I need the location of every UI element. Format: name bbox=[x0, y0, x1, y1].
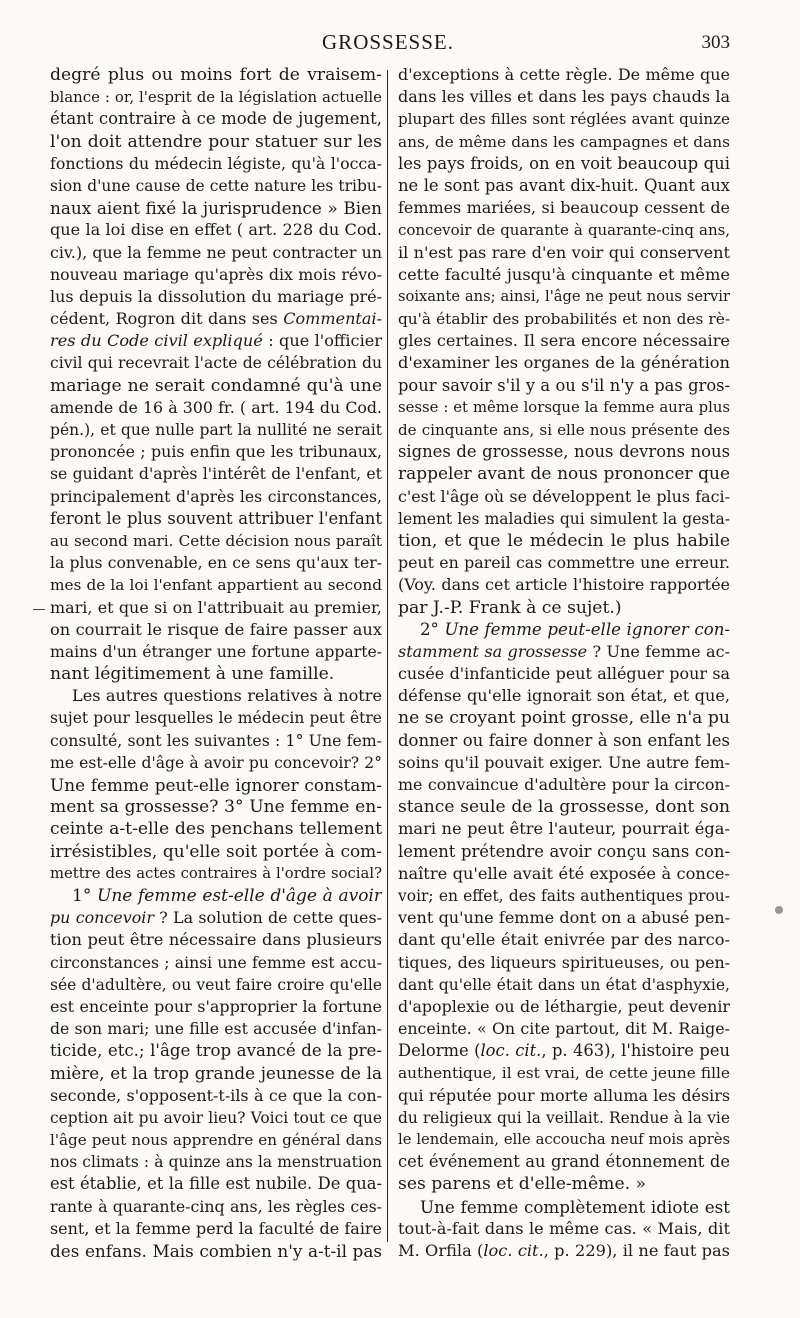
line-text: plupart des filles sont réglées avant quinze bbox=[398, 110, 730, 129]
text-line bbox=[398, 752, 730, 774]
line-text: circonstances ; ainsi une femme est accu- bbox=[50, 953, 382, 972]
column-divider bbox=[387, 70, 388, 1242]
text-line bbox=[50, 996, 382, 1018]
line-text: dans les villes et dans les pays chauds la bbox=[398, 87, 730, 107]
line-text: feront le plus souvent attribuer l'enfant bbox=[50, 508, 382, 528]
text-line bbox=[398, 1129, 730, 1151]
line-text: ment sa grossesse? 3° Une femme en- bbox=[50, 797, 382, 818]
text-line bbox=[398, 907, 730, 929]
line-text: blance : or, l'esprit de la législation actuelle bbox=[50, 88, 382, 107]
text-line bbox=[50, 153, 382, 175]
text-line bbox=[50, 131, 382, 153]
line-text: : que l'officier bbox=[262, 331, 382, 351]
line-text: consulté, sont les suivantes : 1° Une fem- bbox=[50, 730, 382, 750]
text-line bbox=[50, 952, 382, 974]
text-line bbox=[50, 619, 382, 641]
line-text: du religieux qui la veillait. Rendue à la vie bbox=[398, 1108, 730, 1127]
text-line bbox=[50, 885, 382, 907]
text-line bbox=[398, 841, 730, 863]
text-line bbox=[50, 752, 382, 774]
line-text: mes de la loi l'enfant appartient au second bbox=[50, 576, 382, 595]
text-line bbox=[398, 508, 730, 530]
text-line bbox=[398, 641, 730, 663]
text-line bbox=[398, 197, 730, 219]
text-line bbox=[398, 952, 730, 974]
text-line bbox=[50, 86, 382, 108]
line-text: d'apoplexie ou de léthargie, peut devenir bbox=[398, 996, 730, 1016]
text-line bbox=[398, 441, 730, 463]
text-line bbox=[398, 597, 730, 619]
margin-dot bbox=[775, 906, 783, 914]
line-text: sesse : et même lorsque la femme aura plus bbox=[398, 398, 730, 416]
line-text: tiques, des liqueurs spiritueuses, ou pen- bbox=[398, 952, 730, 972]
text-line bbox=[50, 441, 382, 463]
line-text: nant légitimement à une famille. bbox=[50, 664, 335, 685]
line-text: tion, et que le médecin le plus habile bbox=[398, 530, 730, 551]
line-text: ception ait pu avoir lieu? Voici tout ce que bbox=[50, 1108, 382, 1127]
line-text: , p. 463), l'histoire peu bbox=[541, 1041, 730, 1061]
text-line bbox=[50, 375, 382, 397]
line-text: lement les maladies qui simulent la gesta- bbox=[398, 509, 730, 528]
text-line bbox=[50, 264, 382, 286]
text-line bbox=[50, 1151, 382, 1173]
line-text: nos climats : à quinze ans la menstruation bbox=[50, 1153, 382, 1172]
line-text: M. Orfila ( bbox=[398, 1240, 484, 1260]
text-line bbox=[50, 1040, 382, 1062]
text-line bbox=[398, 685, 730, 707]
line-text: sent, et la femme perd la faculté de faire bbox=[50, 1218, 382, 1238]
line-text: il n'est pas rare d'en voir qui conservent bbox=[398, 242, 730, 262]
line-text: lus depuis la dissolution du mariage pré- bbox=[50, 286, 382, 306]
text-line bbox=[398, 796, 730, 818]
line-text: dant qu'elle était dans un état d'asphyxie, bbox=[398, 975, 730, 994]
text-line bbox=[50, 641, 382, 663]
text-line bbox=[398, 486, 730, 508]
line-text: irrésistibles, qu'elle soit portée à com- bbox=[50, 841, 382, 862]
text-line bbox=[398, 663, 730, 685]
text-line bbox=[50, 730, 382, 752]
line-text: voir; en effet, des faits authentiques prou- bbox=[398, 886, 730, 905]
line-text: le lendemain, elle accoucha neuf mois après bbox=[398, 1131, 730, 1148]
text-line bbox=[50, 574, 382, 596]
text-line bbox=[398, 1218, 730, 1240]
text-line bbox=[398, 1040, 730, 1062]
line-text: mari ne peut être l'auteur, pourrait éga- bbox=[398, 819, 730, 839]
line-text: mari, et que si on l'attribuait au premier, bbox=[50, 597, 382, 617]
line-text: rappeler avant de nous prononcer que bbox=[398, 464, 730, 485]
text-line bbox=[50, 419, 382, 441]
margin-mark bbox=[33, 609, 45, 610]
text-line bbox=[398, 375, 730, 397]
line-text: me convaincue d'adultère pour la circon- bbox=[398, 775, 730, 794]
line-text: prononcée ; puis enfin que les tribunaux, bbox=[50, 442, 382, 462]
text-line bbox=[398, 1018, 730, 1040]
text-line bbox=[50, 597, 382, 619]
line-text: ticide, etc.; l'âge trop avancé de la pre- bbox=[50, 1041, 382, 1061]
line-text: cusée d'infanticide peut alléguer pour sa bbox=[398, 664, 730, 684]
line-text: fonctions du médecin légiste, qu'à l'occa- bbox=[50, 153, 382, 173]
text-line bbox=[398, 885, 730, 907]
line-text: , p. 229), il ne faut pas bbox=[543, 1240, 730, 1260]
line-text: cet événement au grand étonnement de bbox=[398, 1152, 730, 1172]
text-line bbox=[398, 619, 730, 641]
text-line bbox=[398, 863, 730, 885]
text-line bbox=[50, 197, 382, 219]
line-text: les pays froids, on en voit beaucoup qui bbox=[398, 153, 730, 173]
text-line bbox=[398, 574, 730, 596]
text-line bbox=[398, 929, 730, 951]
line-text: ne se croyant point grosse, elle n'a pu bbox=[398, 708, 730, 729]
line-text: Delorme ( bbox=[398, 1041, 481, 1061]
text-line bbox=[398, 552, 730, 574]
text-line bbox=[50, 1085, 382, 1107]
line-text: vent qu'une femme dont on a abusé pen- bbox=[398, 908, 730, 928]
text-line bbox=[50, 64, 382, 86]
text-line bbox=[398, 1240, 730, 1262]
text-line bbox=[398, 1196, 730, 1218]
line-text: défense qu'elle ignorait son état, et que, bbox=[398, 686, 730, 706]
line-text: soixante ans; ainsi, l'âge ne peut nous servir bbox=[398, 287, 730, 305]
text-line bbox=[50, 552, 382, 574]
line-text: nouveau mariage qu'après dix mois révo- bbox=[50, 264, 382, 284]
text-line bbox=[398, 974, 730, 996]
line-italic-text: loc. cit. bbox=[480, 1041, 542, 1061]
line-text: la plus convenable, en ce sens qu'aux ter- bbox=[50, 554, 382, 573]
text-line bbox=[50, 1218, 382, 1240]
text-line bbox=[50, 242, 382, 264]
line-text: de cinquante ans, si elle nous présente des bbox=[398, 421, 730, 439]
line-text: civ.), que la femme ne peut contracter un bbox=[50, 242, 382, 262]
text-line bbox=[398, 818, 730, 840]
text-line bbox=[50, 1107, 382, 1129]
line-text: c'est l'âge où se développent le plus faci- bbox=[398, 486, 730, 506]
line-text: sujet pour lesquelles le médecin peut être bbox=[50, 709, 382, 728]
line-text: on courrait le risque de faire passer aux bbox=[50, 619, 382, 639]
line-text: ceinte a-t-elle des penchans tellement bbox=[50, 819, 382, 840]
line-text: civil qui recevrait l'acte de célébration du bbox=[50, 354, 382, 373]
line-text: mariage ne serait condamné qu'à une bbox=[50, 375, 382, 396]
page-number: 303 bbox=[701, 32, 730, 53]
text-line bbox=[50, 796, 382, 818]
text-line bbox=[398, 1151, 730, 1173]
text-line bbox=[398, 1062, 730, 1084]
text-line bbox=[50, 108, 382, 130]
text-line bbox=[398, 397, 730, 419]
text-line bbox=[398, 330, 730, 352]
line-text: donner ou faire donner à son enfant les bbox=[398, 730, 730, 750]
text-line bbox=[398, 64, 730, 86]
text-line bbox=[398, 286, 730, 308]
text-line bbox=[398, 153, 730, 175]
line-text: ne le sont pas avant dix-huit. Quant aux bbox=[398, 175, 730, 195]
text-line bbox=[50, 308, 382, 330]
line-text: gles certaines. Il sera encore nécessaire bbox=[398, 331, 730, 351]
left-column bbox=[50, 64, 382, 1262]
text-line bbox=[50, 175, 382, 197]
line-text: ses parens et d'elle-même. » bbox=[398, 1174, 647, 1195]
text-line bbox=[398, 308, 730, 330]
text-line bbox=[50, 707, 382, 729]
line-text: sion d'une cause de cette nature les tribu- bbox=[50, 176, 382, 195]
line-text: ? La solution de cette ques- bbox=[153, 908, 382, 928]
line-text: Une femme peut-elle ignorer constam- bbox=[50, 775, 382, 795]
line-text: mettre des actes contraires à l'ordre social? bbox=[50, 864, 382, 882]
line-text: Une femme complètement idiote est bbox=[420, 1196, 730, 1217]
line-italic-text: Une femme peut-elle ignorer con- bbox=[444, 619, 730, 639]
text-line bbox=[50, 1196, 382, 1218]
line-text: étant contraire à ce mode de jugement, bbox=[50, 109, 382, 129]
text-line bbox=[50, 841, 382, 863]
text-line bbox=[398, 707, 730, 729]
text-line bbox=[50, 1062, 382, 1084]
line-italic-text: Commentai- bbox=[283, 309, 382, 329]
text-line bbox=[50, 352, 382, 374]
line-text: se guidant d'après l'intérêt de l'enfant, et bbox=[50, 464, 382, 484]
line-text: degré plus ou moins fort de vraisem- bbox=[50, 65, 382, 85]
text-line bbox=[398, 996, 730, 1018]
line-text: seconde, s'opposent-t-ils à ce que la con- bbox=[50, 1085, 382, 1105]
line-text: l'on doit attendre pour statuer sur les bbox=[50, 131, 382, 152]
text-line bbox=[398, 530, 730, 552]
line-text: des enfans. Mais combien n'y a-t-il pas bbox=[50, 1240, 382, 1261]
line-text: tout-à-fait dans le même cas. « Mais, dit bbox=[398, 1218, 730, 1238]
line-text: mains d'un étranger une fortune apparte- bbox=[50, 641, 382, 661]
text-line bbox=[50, 286, 382, 308]
right-column bbox=[398, 64, 730, 1262]
text-line bbox=[50, 486, 382, 508]
text-line bbox=[50, 1129, 382, 1151]
line-text: amende de 16 à 300 fr. ( art. 194 du Cod. bbox=[50, 397, 382, 417]
text-line bbox=[398, 1107, 730, 1129]
line-text: cette faculté jusqu'à cinquante et même bbox=[398, 264, 730, 284]
line-text: 1° bbox=[72, 885, 97, 906]
line-text: qu'à établir des probabilités et non des rè- bbox=[398, 310, 730, 329]
line-text: pén.), et que nulle part la nullité ne serait bbox=[50, 421, 382, 439]
line-text: sée d'adultère, ou veut faire croire qu'elle bbox=[50, 975, 382, 994]
line-text: concevoir de quarante à quarante-cinq ans, bbox=[398, 221, 730, 240]
text-line bbox=[398, 1085, 730, 1107]
line-text: principalement d'après les circonstances, bbox=[50, 486, 382, 506]
text-line bbox=[398, 108, 730, 130]
line-text: d'exceptions à cette règle. De même que bbox=[398, 65, 730, 84]
text-line bbox=[50, 1240, 382, 1262]
text-line bbox=[398, 264, 730, 286]
line-italic-text: loc. cit. bbox=[483, 1240, 544, 1260]
text-line bbox=[398, 730, 730, 752]
line-text: soins qu'il pouvait exiger. Une autre fem- bbox=[398, 752, 730, 772]
line-text: mière, et la trop grande jeunesse de la bbox=[50, 1063, 382, 1084]
line-text: signes de grossesse, nous devrons nous bbox=[398, 442, 730, 462]
line-text: stance seule de la grossesse, dont son bbox=[398, 797, 730, 818]
text-line bbox=[50, 219, 382, 241]
text-line bbox=[50, 1018, 382, 1040]
line-text: naître qu'elle avait été exposée à conce- bbox=[398, 863, 730, 883]
line-text: enceinte. « On cite partout, dit M. Raige- bbox=[398, 1019, 730, 1039]
page-header bbox=[46, 30, 730, 60]
text-line bbox=[50, 397, 382, 419]
line-text: est établie, et la fille est nubile. De qua- bbox=[50, 1174, 382, 1194]
text-line bbox=[50, 863, 382, 885]
line-italic-text: res du Code civil expliqué bbox=[50, 331, 263, 351]
line-text: 2° bbox=[420, 619, 445, 639]
text-line bbox=[50, 530, 382, 552]
line-text: d'examiner les organes de la génération bbox=[398, 353, 730, 373]
line-text: Les autres questions relatives à notre bbox=[72, 686, 382, 706]
line-text: cédent, Rogron dit dans ses bbox=[50, 309, 284, 329]
text-line bbox=[50, 774, 382, 796]
line-text: pour savoir s'il y a ou s'il n'y a pas gros- bbox=[398, 375, 730, 395]
line-italic-text: Une femme est-elle d'âge à avoir bbox=[97, 885, 382, 906]
line-text: ans, de même dans les campagnes et dans bbox=[398, 132, 730, 151]
line-text: est enceinte pour s'approprier la fortune bbox=[50, 996, 382, 1016]
text-line bbox=[50, 929, 382, 951]
text-line bbox=[50, 685, 382, 707]
line-text: authentique, il est vrai, de cette jeune fille bbox=[398, 1064, 730, 1083]
text-line bbox=[50, 330, 382, 352]
line-text: que la loi dise en effet ( art. 228 du Cod. bbox=[50, 220, 382, 240]
text-line bbox=[398, 419, 730, 441]
line-text: de son mari; une fille est accusée d'infan- bbox=[50, 1019, 382, 1039]
line-text: rante à quarante-cinq ans, les règles ces- bbox=[50, 1196, 382, 1216]
line-text: au second mari. Cette décision nous paraît bbox=[50, 531, 382, 550]
line-text: qui réputée pour morte alluma les désirs bbox=[398, 1085, 730, 1105]
text-line bbox=[50, 818, 382, 840]
text-line bbox=[398, 242, 730, 264]
line-text: naux aient fixé la jurisprudence » Bien bbox=[50, 198, 382, 219]
line-text: l'âge peut nous apprendre en général dans bbox=[50, 1131, 382, 1149]
line-text: (Voy. dans cet article l'histoire rapportée bbox=[398, 575, 730, 595]
text-line bbox=[50, 508, 382, 530]
line-text: lement prétendre avoir conçu sans con- bbox=[398, 841, 730, 861]
text-line bbox=[50, 1173, 382, 1195]
text-line bbox=[398, 219, 730, 241]
text-line bbox=[398, 175, 730, 197]
text-line bbox=[50, 907, 382, 929]
line-text: tion peut être nécessaire dans plusieurs bbox=[50, 930, 382, 950]
text-line bbox=[50, 463, 382, 485]
line-text: me est-elle d'âge à avoir pu concevoir? 2° bbox=[50, 753, 382, 772]
text-line bbox=[398, 1173, 730, 1195]
text-line bbox=[398, 86, 730, 108]
text-line bbox=[398, 352, 730, 374]
text-line bbox=[398, 774, 730, 796]
text-line bbox=[398, 463, 730, 485]
line-text: dant qu'elle était enivrée par des narco- bbox=[398, 930, 730, 950]
line-text: femmes mariées, si beaucoup cessent de bbox=[398, 198, 730, 218]
text-line bbox=[50, 974, 382, 996]
line-italic-text: pu concevoir bbox=[50, 908, 154, 928]
line-text: par J.-P. Frank à ce sujet.) bbox=[398, 597, 622, 618]
text-line bbox=[50, 663, 382, 685]
line-italic-text: stamment sa grossesse bbox=[398, 641, 588, 661]
line-text: ? Une femme ac- bbox=[587, 641, 730, 661]
line-text: peut en pareil cas commettre une erreur. bbox=[398, 553, 730, 573]
text-line bbox=[398, 131, 730, 153]
running-title: GROSSESSE. bbox=[322, 30, 454, 54]
